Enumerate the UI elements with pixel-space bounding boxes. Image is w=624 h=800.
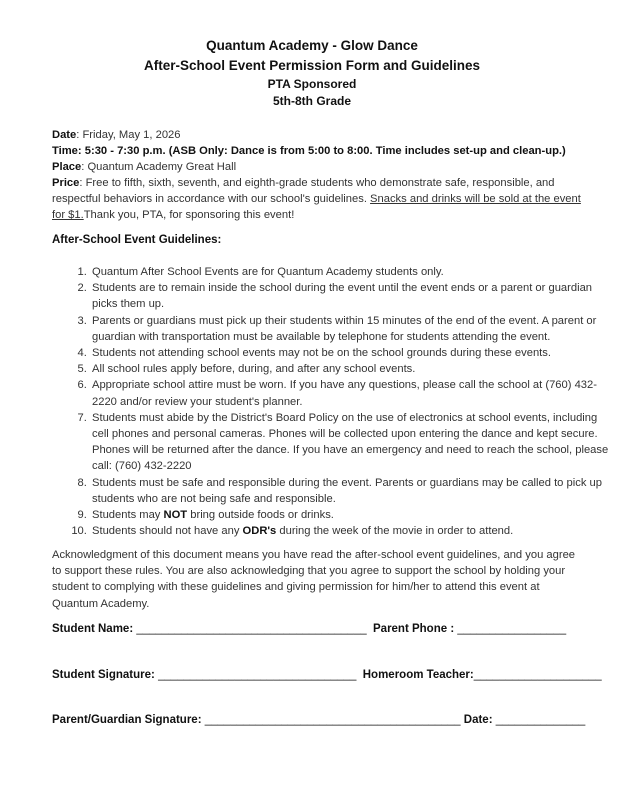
item10-post: during the week of the movie in order to attend.: [276, 525, 514, 538]
guideline-item: 7. Students must abide by the District's Board Policy on the use of electronics at school events, including cell phones and personal cameras. Phones will be collected upon entering the dance and kept secure. Phones will be returned after the dance. If you have an emergency and need to reach the school, please call: (760) 432-2220: [90, 410, 610, 475]
date-label: Date: [52, 129, 77, 141]
item9-pre: Students may: [92, 509, 164, 522]
guideline-item: [90, 523, 610, 539]
parent-signature-field[interactable]: ________________________________________: [204, 714, 461, 726]
homeroom-teacher-label: Homeroom Teacher:: [362, 669, 474, 681]
guidelines-heading: After-School Event Guidelines:: [52, 234, 222, 246]
student-name-field[interactable]: ____________________________________: [136, 623, 367, 635]
time-line: [52, 143, 587, 159]
time-label: Time: [52, 145, 78, 157]
student-name-label: Student Name:: [52, 623, 134, 635]
guidelines-list: [52, 264, 610, 539]
date-label: Date:: [463, 714, 493, 726]
document-subtitle: After-School Event Permission Form and Guidelines: [143, 58, 481, 73]
guideline-item: 3. Parents or guardians must pick up their students within 15 minutes of the end of the event. A parent or guardian with transportation must be available by telephone for students attending the event.: [90, 313, 610, 345]
student-signature-field[interactable]: _______________________________: [158, 669, 357, 681]
item10-bold: ODR's: [242, 525, 277, 538]
item9-post: bring outside foods or drinks.: [187, 509, 334, 522]
guideline-item: 5. All school rules apply before, during, and after any school events.: [90, 361, 610, 377]
snacks-note: Snacks and drinks will be sold at the event for $1.: [52, 193, 581, 221]
guideline-item: [90, 507, 610, 523]
sponsor-line: PTA Sponsored: [267, 77, 357, 91]
item10-pre: Students should not have any: [92, 525, 243, 538]
item9-bold: NOT: [163, 509, 188, 522]
student-signature-label: Student Signature:: [52, 669, 155, 681]
date-field[interactable]: ______________: [495, 714, 586, 726]
acknowledgment-text: Acknowledgment of this document means you have read the after-school event guidelines, and you agree to support these rules. You are also acknowledging that you agree to support the school by holding your student to complying with these guidelines and giving permission for him/her to attend this event at Quantum Academy.: [52, 549, 576, 610]
place-value: : Quantum Academy Great Hall: [81, 161, 237, 173]
guideline-item: 1. Quantum After School Events are for Quantum Academy students only.: [90, 264, 610, 280]
guideline-item: 6. Appropriate school attire must be worn. If you have any questions, please call the school at (760) 432-2220 and/or review your student's planner.: [90, 377, 610, 409]
place-label: Place: [52, 161, 82, 173]
price-line: [52, 175, 587, 223]
form-row-2: [52, 669, 602, 681]
pta-thanks: Thank you, PTA, for sponsoring this event!: [83, 209, 295, 221]
event-info: [52, 127, 587, 223]
price-value: : Free to fifth, sixth, seventh, and eighth-grade students who demonstrate safe, responsible, and respectful behaviors in accordance with our school's guidelines.: [52, 177, 555, 205]
parent-signature-label: Parent/Guardian Signature:: [52, 714, 202, 726]
guideline-item: 8. Students must be safe and responsible during the event. Parents or guardians may be called to pick up students who are not being safe and responsible.: [90, 475, 610, 507]
price-label: Price: [52, 177, 80, 189]
date-line: [52, 127, 587, 143]
guideline-item: 2. Students are to remain inside the school during the event until the event ends or a parent or guardian picks them up.: [90, 280, 610, 312]
parent-phone-label: Parent Phone :: [373, 623, 455, 635]
guideline-item: 4. Students not attending school events may not be on the school grounds during these events.: [90, 345, 610, 361]
form-row-3: [52, 714, 585, 726]
document-title: Quantum Academy - Glow Dance: [206, 38, 418, 53]
homeroom-teacher-field[interactable]: ____________________: [473, 669, 602, 681]
document-header: [0, 36, 624, 110]
form-row-1: [52, 623, 566, 635]
time-value: : 5:30 - 7:30 p.m. (ASB Only: Dance is from 5:00 to 8:00. Time includes set-up and clean-up.): [77, 145, 566, 157]
grade-line: 5th-8th Grade: [272, 94, 351, 108]
date-value: : Friday, May 1, 2026: [76, 129, 181, 141]
parent-phone-field[interactable]: _________________: [457, 623, 567, 635]
place-line: [52, 159, 587, 175]
